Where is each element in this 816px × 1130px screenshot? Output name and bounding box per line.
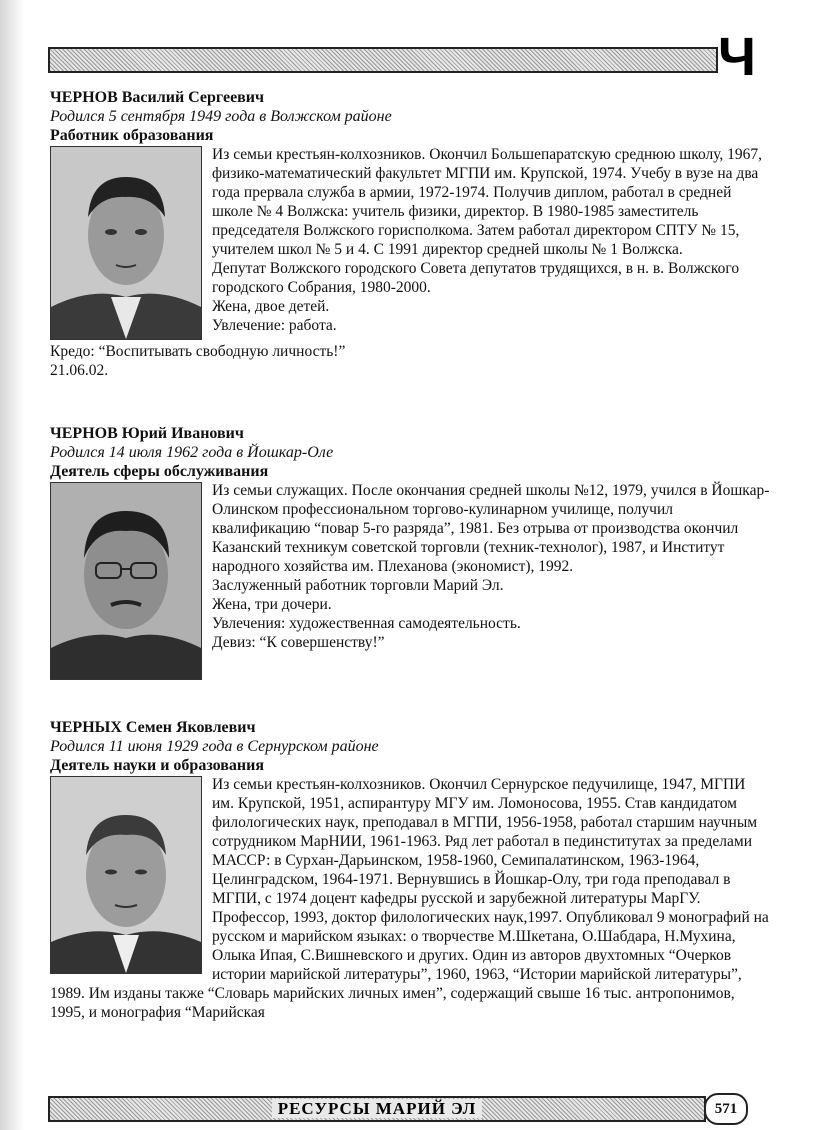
footer-title: РЕСУРСЫ МАРИЙ ЭЛ — [50, 1098, 704, 1120]
section-letter: Ч — [718, 27, 756, 87]
person-name: ЧЕРНОВ Василий Сергеевич — [50, 89, 265, 106]
biography: Из семьи крестьян-колхозников. Окончил Большепаратскую среднюю школу, 1967, физико-математический факультет МГПИ им. Крупской, 1974. Учебу в вузе на два года прервала служба в армии, 1972-1974. Получив диплом, работал в средней школе № 4 Волжска: учитель физики, директор. В 1980-1985 заместитель председателя Волжского горисполкома. Затем работал директором СПТУ № 15, учителем школ № 5 и 4. С 1991 директор средней школы № 1 Волжска. Депутат Волжского городского Совета депутатов трудящихся, в н. в. Волжского городского Собрания, 1980-2000. Жена, двое детей. Увлечение: работа. — [50, 145, 770, 335]
birth-line: Родился 14 июля 1962 года в Йошкар-Оле — [50, 444, 334, 461]
footer-band — [48, 1096, 706, 1122]
portrait-photo — [50, 482, 202, 680]
person-name: ЧЕРНОВ Юрий Иванович — [50, 425, 244, 442]
occupation: Работник образования — [50, 127, 214, 144]
entry-date: 21.06.02. — [50, 362, 109, 379]
birth-line: Родился 5 сентября 1949 года в Волжском районе — [50, 108, 392, 125]
biography: Из семьи крестьян-колхозников. Окончил Сернурское педучилище, 1947, МГПИ им. Крупской, 1951, аспирантуру МГУ им. Ломоносова, 1955. Став кандидатом филологических наук, преподавал в МГПИ, 1956-1958, работал старшим научным сотрудником МарНИИ, 1961-1963. Ряд лет работал в пединститутах за пределами МАССР: в Сурхан-Дарьинском, 1958-1960, Семипалатинском, 1963-1964, Целинградском, 1964-1971. Вернувшись в Йошкар-Олу, три года преподавал в МГПИ, с 1974 доцент кафедры русской и зарубежной литературы МарГУ. Профессор, 1993, доктор филологических наук,1997. Опубликовал 9 монографий на русском и марийском языках: о творчестве М.Шкетана, О.Шабдара, Н.Мухина, Олыка Ипая, С.Вишневского и других. Один из авторов двухтомных “Очерков истории марийской литературы”, 1960, 1963, “Истории марийской литературы”, 1989. Им изданы также “Словарь марийских личных имен”, содержащий свыше 16 тыс. антропонимов, 1995, и монография “Марийская — [50, 776, 769, 1021]
portrait-photo — [50, 146, 202, 340]
occupation: Деятель сферы обслуживания — [50, 463, 269, 480]
entry-chernykh-semyon — [50, 718, 770, 1022]
header-band — [48, 47, 718, 73]
portrait-photo — [50, 776, 202, 974]
page-edge-shadow — [0, 0, 24, 1130]
occupation: Деятель науки и образования — [50, 757, 264, 774]
page-number: 571 — [704, 1093, 748, 1125]
biography: Из семьи служащих. После окончания средней школы №12, 1979, учился в Йошкар-Олинском профессиональном торгово-кулинарном училище, получил квалификацию “повар 5-го разряда”, 1981. Без отрыва от производства окончил Казанский техникум советской торговли (техник-технолог), 1987, и Институт народного хозяйства им. Плеханова (экономист), 1992. Заслуженный работник торговли Марий Эл. Жена, три дочери. Увлечения: художественная самодеятельность. Девиз: “К совершенству!” — [50, 481, 770, 652]
entry-chernov-yury — [50, 424, 770, 682]
credo: Кредо: “Воспитывать свободную личность!” — [50, 343, 346, 360]
entry-chernov-vasily — [50, 88, 770, 380]
birth-line: Родился 11 июня 1929 года в Сернурском районе — [50, 738, 379, 755]
person-name: ЧЕРНЫХ Семен Яковлевич — [50, 719, 256, 736]
